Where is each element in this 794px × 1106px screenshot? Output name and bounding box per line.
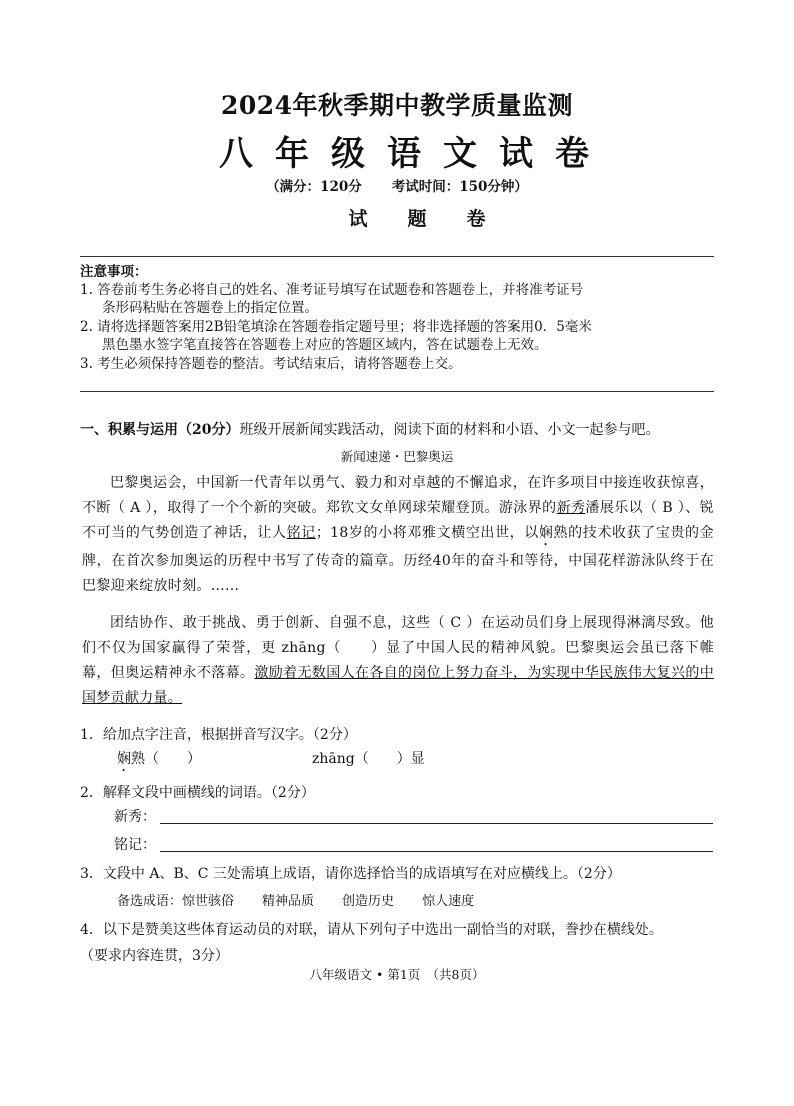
notice-item: 2. 请将选择题答案用2B铅笔填涂在答题卷指定题号里；将非选择题的答案用0．5毫米 (80, 319, 592, 335)
passage-paragraph-2: 团结协作、敢于挑战、勇于创新、自强不息，这些（ C ）在运动员们身上展现得淋漓尽致。他们不仅为国家赢得了荣誉，更 zhāng（ ）显了中国人民的精神风貌。巴黎奥运会虽已落下帷幕，但奥运精神永不落幕。激励着无数国人在各自的岗位上努力奋斗，为实现中华民族伟大复兴的中国梦贡献力量。 (82, 615, 714, 706)
question-4-requirement: （要求内容连贯，3分） (80, 948, 229, 964)
notice-item: 条形码粘贴在答题卷上的指定位置。 (102, 300, 318, 316)
underlined-word-mingji: 铭记 (286, 525, 316, 541)
passage-paragraph-1: 巴黎奥运会，中国新一代青年以勇气、毅力和对卓越的不懈追求，在许多项目中接连收获惊喜，不断（ A ），取得了一个个新的突破。郑钦文女单网球荣耀登顶。游泳界的新秀潘展乐以（ B ）、锐不可当的气势创造了神话，让人铭记；18岁的小将邓雅文横空出世，以娴熟的技术收获了宝贵的金牌，在首次参加奥运的历程中书写了传奇的篇章。历经40年的奋斗和等待，中国花样游泳队终于在巴黎迎来绽放时刻。…… (82, 475, 714, 594)
full-score: （满分：120分 (266, 179, 362, 195)
question-4: 4．以下是赞美这些体育运动员的对联，请从下列句子中选出一副恰当的对联，誊抄在横线处。 (80, 922, 663, 938)
answer-line[interactable] (160, 851, 713, 852)
section-heading (80, 419, 659, 439)
news-title: 新闻速递・巴黎奥运 (340, 449, 454, 464)
dotted-char: 娴 (538, 525, 554, 541)
idiom-option: 惊世骇俗 (182, 894, 235, 909)
question-2: 2．解释文段中画横线的词语。（2分） (80, 785, 315, 801)
notice-item: 3. 考生必须保持答题卷的整洁。考试结束后，请将答题卷上交。 (80, 356, 462, 372)
exam-duration: 考试时间：150分钟） (391, 179, 528, 195)
exam-title: 2024年秋季期中教学质量监测 (220, 91, 574, 120)
q1-item-a: 娴熟（ ） (117, 751, 201, 767)
section-title: 一、积累与运用（20分） (80, 422, 240, 438)
divider-bottom (80, 391, 714, 392)
q2-label-xinxiu: 新秀： (114, 809, 156, 825)
section-intro: 班级开展新闻实践活动，阅读下面的材料和小语、小文一起参与吧。 (239, 422, 660, 438)
question-3: 3．文段中 A、B、C 三处需填上成语，请你选择恰当的成语填写在对应横线上。（2分） (80, 866, 621, 882)
idiom-option: 惊人速度 (422, 894, 475, 909)
notice-item: 1. 答卷前考生务必将自己的姓名、准考证号填写在试题卷和答题卷上，并将准考证号 (80, 282, 584, 298)
idiom-option: 创造历史 (342, 894, 395, 909)
divider-top (80, 256, 714, 257)
question-1: 1．给加点字注音，根据拼音写汉字。（2分） (80, 727, 357, 743)
q3-options-label: 备选成语： (117, 894, 183, 909)
exam-meta (0, 175, 794, 195)
underlined-sentence: 激励着无数国人在各自的岗位上努力奋斗，为实现中华民族伟大复兴的中国梦贡献力量。 (82, 665, 714, 706)
underlined-word-xinxiu: 新秀 (556, 500, 586, 516)
answer-line[interactable] (160, 823, 713, 824)
page-footer: 八年级语文 • 第1页 （共8页） (309, 967, 485, 982)
q1-dotted-char: 娴 (117, 751, 131, 767)
notice-item: 黑色墨水签字笔直接答在答题卷上对应的答题区域内，答在试题卷上无效。 (102, 337, 548, 353)
paper-label: 试题卷 (348, 208, 526, 230)
q3-options (117, 890, 474, 909)
idiom-option: 精神品质 (262, 894, 315, 909)
q1-item-b: zhāng（ ）显 (312, 751, 425, 767)
q2-label-mingji: 铭记： (114, 837, 156, 853)
exam-subtitle: 八年级语文试卷 (219, 134, 611, 174)
notice-heading: 注意事项： (80, 264, 148, 280)
